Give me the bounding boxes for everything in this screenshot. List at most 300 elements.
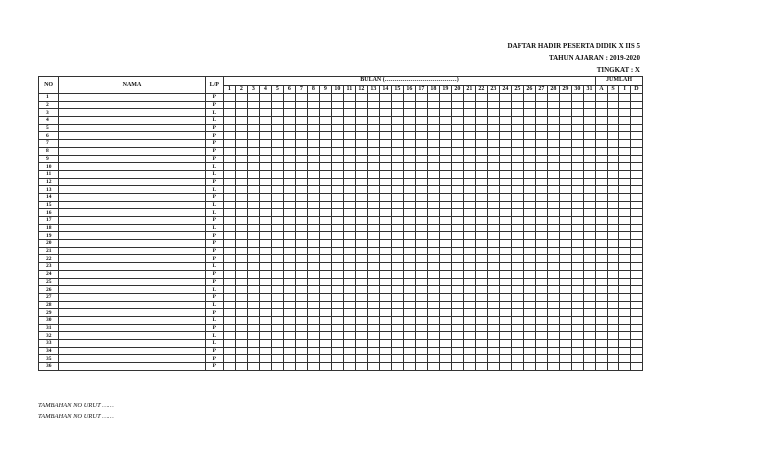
jumlah-cell[interactable] [607,201,619,209]
jumlah-cell[interactable] [596,163,608,171]
jumlah-cell[interactable] [607,209,619,217]
attendance-cell[interactable] [319,293,331,301]
attendance-cell[interactable] [283,201,295,209]
attendance-cell[interactable] [283,301,295,309]
attendance-cell[interactable] [295,163,307,171]
attendance-cell[interactable] [391,263,403,271]
attendance-cell[interactable] [403,94,415,102]
attendance-cell[interactable] [223,224,235,232]
attendance-cell[interactable] [247,301,259,309]
attendance-cell[interactable] [235,124,247,132]
attendance-cell[interactable] [463,270,475,278]
attendance-cell[interactable] [511,240,523,248]
attendance-cell[interactable] [511,270,523,278]
attendance-cell[interactable] [247,293,259,301]
attendance-cell[interactable] [451,186,463,194]
attendance-cell[interactable] [523,209,535,217]
attendance-cell[interactable] [463,316,475,324]
attendance-cell[interactable] [403,101,415,109]
attendance-cell[interactable] [427,255,439,263]
attendance-cell[interactable] [259,124,271,132]
attendance-cell[interactable] [559,324,571,332]
attendance-cell[interactable] [427,324,439,332]
attendance-cell[interactable] [271,117,283,125]
attendance-cell[interactable] [475,209,487,217]
attendance-cell[interactable] [307,124,319,132]
attendance-cell[interactable] [547,255,559,263]
attendance-cell[interactable] [463,255,475,263]
attendance-cell[interactable] [319,286,331,294]
attendance-cell[interactable] [583,101,595,109]
jumlah-cell[interactable] [619,178,631,186]
attendance-cell[interactable] [367,278,379,286]
attendance-cell[interactable] [223,193,235,201]
attendance-cell[interactable] [475,347,487,355]
attendance-cell[interactable] [571,270,583,278]
attendance-cell[interactable] [283,186,295,194]
attendance-cell[interactable] [559,186,571,194]
attendance-cell[interactable] [259,101,271,109]
attendance-cell[interactable] [451,117,463,125]
attendance-cell[interactable] [439,201,451,209]
attendance-cell[interactable] [499,247,511,255]
attendance-cell[interactable] [331,217,343,225]
attendance-cell[interactable] [367,293,379,301]
attendance-cell[interactable] [511,224,523,232]
attendance-cell[interactable] [343,255,355,263]
attendance-cell[interactable] [415,132,427,140]
attendance-cell[interactable] [331,340,343,348]
jumlah-cell[interactable] [619,224,631,232]
jumlah-cell[interactable] [596,193,608,201]
jumlah-cell[interactable] [607,293,619,301]
attendance-cell[interactable] [499,101,511,109]
attendance-cell[interactable] [295,193,307,201]
attendance-cell[interactable] [223,155,235,163]
student-name-cell[interactable] [59,124,206,132]
attendance-cell[interactable] [235,293,247,301]
attendance-cell[interactable] [499,270,511,278]
attendance-cell[interactable] [307,101,319,109]
attendance-cell[interactable] [271,147,283,155]
attendance-cell[interactable] [535,301,547,309]
attendance-cell[interactable] [523,109,535,117]
attendance-cell[interactable] [475,263,487,271]
attendance-cell[interactable] [343,278,355,286]
attendance-cell[interactable] [295,286,307,294]
attendance-cell[interactable] [319,247,331,255]
attendance-cell[interactable] [427,316,439,324]
attendance-cell[interactable] [235,94,247,102]
attendance-cell[interactable] [307,109,319,117]
attendance-cell[interactable] [439,309,451,317]
attendance-cell[interactable] [355,240,367,248]
attendance-cell[interactable] [391,117,403,125]
attendance-cell[interactable] [271,293,283,301]
attendance-cell[interactable] [283,263,295,271]
attendance-cell[interactable] [475,355,487,363]
attendance-cell[interactable] [259,170,271,178]
attendance-cell[interactable] [487,263,499,271]
attendance-cell[interactable] [523,170,535,178]
attendance-cell[interactable] [427,240,439,248]
attendance-cell[interactable] [523,263,535,271]
attendance-cell[interactable] [439,186,451,194]
jumlah-cell[interactable] [619,363,631,371]
attendance-cell[interactable] [307,217,319,225]
attendance-cell[interactable] [427,247,439,255]
attendance-cell[interactable] [295,355,307,363]
attendance-cell[interactable] [235,263,247,271]
attendance-cell[interactable] [367,193,379,201]
attendance-cell[interactable] [451,293,463,301]
attendance-cell[interactable] [259,224,271,232]
attendance-cell[interactable] [367,170,379,178]
attendance-cell[interactable] [355,201,367,209]
attendance-cell[interactable] [415,193,427,201]
attendance-cell[interactable] [271,170,283,178]
attendance-cell[interactable] [475,170,487,178]
attendance-cell[interactable] [499,347,511,355]
attendance-cell[interactable] [427,363,439,371]
attendance-cell[interactable] [583,94,595,102]
attendance-cell[interactable] [379,263,391,271]
attendance-cell[interactable] [343,209,355,217]
attendance-cell[interactable] [583,163,595,171]
attendance-cell[interactable] [295,201,307,209]
jumlah-cell[interactable] [596,132,608,140]
jumlah-cell[interactable] [607,278,619,286]
attendance-cell[interactable] [307,201,319,209]
attendance-cell[interactable] [223,240,235,248]
jumlah-cell[interactable] [619,355,631,363]
attendance-cell[interactable] [535,147,547,155]
attendance-cell[interactable] [295,132,307,140]
attendance-cell[interactable] [379,347,391,355]
attendance-cell[interactable] [247,316,259,324]
attendance-cell[interactable] [223,263,235,271]
jumlah-cell[interactable] [596,332,608,340]
attendance-cell[interactable] [487,117,499,125]
attendance-cell[interactable] [343,217,355,225]
student-name-cell[interactable] [59,117,206,125]
attendance-cell[interactable] [583,301,595,309]
attendance-cell[interactable] [319,309,331,317]
attendance-cell[interactable] [331,147,343,155]
attendance-cell[interactable] [463,293,475,301]
jumlah-cell[interactable] [607,247,619,255]
student-name-cell[interactable] [59,324,206,332]
attendance-cell[interactable] [235,117,247,125]
attendance-cell[interactable] [307,355,319,363]
jumlah-cell[interactable] [630,94,642,102]
attendance-cell[interactable] [547,124,559,132]
attendance-cell[interactable] [259,293,271,301]
attendance-cell[interactable] [235,140,247,148]
attendance-cell[interactable] [583,132,595,140]
attendance-cell[interactable] [415,224,427,232]
attendance-cell[interactable] [283,293,295,301]
attendance-cell[interactable] [415,293,427,301]
jumlah-cell[interactable] [607,163,619,171]
attendance-cell[interactable] [355,170,367,178]
jumlah-cell[interactable] [607,140,619,148]
attendance-cell[interactable] [571,155,583,163]
attendance-cell[interactable] [511,340,523,348]
jumlah-cell[interactable] [619,278,631,286]
attendance-cell[interactable] [403,193,415,201]
jumlah-cell[interactable] [596,209,608,217]
jumlah-cell[interactable] [596,170,608,178]
attendance-cell[interactable] [403,309,415,317]
attendance-cell[interactable] [535,363,547,371]
attendance-cell[interactable] [379,132,391,140]
attendance-cell[interactable] [547,132,559,140]
attendance-cell[interactable] [343,340,355,348]
attendance-cell[interactable] [235,332,247,340]
jumlah-cell[interactable] [596,263,608,271]
attendance-cell[interactable] [559,316,571,324]
attendance-cell[interactable] [499,355,511,363]
attendance-cell[interactable] [271,193,283,201]
jumlah-cell[interactable] [596,286,608,294]
attendance-cell[interactable] [475,140,487,148]
jumlah-cell[interactable] [619,109,631,117]
attendance-cell[interactable] [367,163,379,171]
attendance-cell[interactable] [391,301,403,309]
attendance-cell[interactable] [523,163,535,171]
attendance-cell[interactable] [367,286,379,294]
attendance-cell[interactable] [511,186,523,194]
attendance-cell[interactable] [571,316,583,324]
attendance-cell[interactable] [523,255,535,263]
attendance-cell[interactable] [235,232,247,240]
attendance-cell[interactable] [439,101,451,109]
attendance-cell[interactable] [247,155,259,163]
attendance-cell[interactable] [391,124,403,132]
jumlah-cell[interactable] [630,324,642,332]
attendance-cell[interactable] [391,155,403,163]
attendance-cell[interactable] [511,178,523,186]
attendance-cell[interactable] [487,124,499,132]
jumlah-cell[interactable] [630,155,642,163]
attendance-cell[interactable] [355,316,367,324]
attendance-cell[interactable] [427,140,439,148]
attendance-cell[interactable] [331,155,343,163]
attendance-cell[interactable] [415,101,427,109]
attendance-cell[interactable] [343,117,355,125]
attendance-cell[interactable] [259,240,271,248]
attendance-cell[interactable] [415,109,427,117]
attendance-cell[interactable] [355,247,367,255]
attendance-cell[interactable] [271,232,283,240]
attendance-cell[interactable] [379,286,391,294]
attendance-cell[interactable] [523,132,535,140]
jumlah-cell[interactable] [619,117,631,125]
attendance-cell[interactable] [475,124,487,132]
attendance-cell[interactable] [367,147,379,155]
jumlah-cell[interactable] [619,201,631,209]
attendance-cell[interactable] [379,186,391,194]
attendance-cell[interactable] [271,163,283,171]
attendance-cell[interactable] [415,140,427,148]
attendance-cell[interactable] [331,270,343,278]
attendance-cell[interactable] [547,263,559,271]
attendance-cell[interactable] [427,163,439,171]
attendance-cell[interactable] [283,332,295,340]
jumlah-cell[interactable] [630,255,642,263]
attendance-cell[interactable] [571,124,583,132]
attendance-cell[interactable] [499,224,511,232]
attendance-cell[interactable] [247,247,259,255]
attendance-cell[interactable] [415,201,427,209]
jumlah-cell[interactable] [607,94,619,102]
attendance-cell[interactable] [247,270,259,278]
attendance-cell[interactable] [499,240,511,248]
attendance-cell[interactable] [547,186,559,194]
attendance-cell[interactable] [283,109,295,117]
attendance-cell[interactable] [235,193,247,201]
attendance-cell[interactable] [355,309,367,317]
attendance-cell[interactable] [283,132,295,140]
attendance-cell[interactable] [343,301,355,309]
attendance-cell[interactable] [403,224,415,232]
attendance-cell[interactable] [511,109,523,117]
attendance-cell[interactable] [415,316,427,324]
jumlah-cell[interactable] [596,232,608,240]
attendance-cell[interactable] [535,309,547,317]
attendance-cell[interactable] [367,247,379,255]
attendance-cell[interactable] [439,247,451,255]
attendance-cell[interactable] [463,140,475,148]
attendance-cell[interactable] [307,340,319,348]
attendance-cell[interactable] [523,247,535,255]
attendance-cell[interactable] [355,209,367,217]
jumlah-cell[interactable] [607,301,619,309]
attendance-cell[interactable] [487,186,499,194]
attendance-cell[interactable] [451,201,463,209]
attendance-cell[interactable] [427,309,439,317]
attendance-cell[interactable] [283,347,295,355]
attendance-cell[interactable] [523,301,535,309]
jumlah-cell[interactable] [607,109,619,117]
student-name-cell[interactable] [59,293,206,301]
attendance-cell[interactable] [319,255,331,263]
attendance-cell[interactable] [559,170,571,178]
attendance-cell[interactable] [391,147,403,155]
attendance-cell[interactable] [319,263,331,271]
jumlah-cell[interactable] [607,232,619,240]
attendance-cell[interactable] [343,224,355,232]
student-name-cell[interactable] [59,178,206,186]
attendance-cell[interactable] [367,309,379,317]
jumlah-cell[interactable] [596,140,608,148]
attendance-cell[interactable] [475,109,487,117]
attendance-cell[interactable] [391,316,403,324]
attendance-cell[interactable] [487,101,499,109]
attendance-cell[interactable] [583,178,595,186]
attendance-cell[interactable] [451,109,463,117]
attendance-cell[interactable] [343,363,355,371]
attendance-cell[interactable] [343,163,355,171]
attendance-cell[interactable] [427,340,439,348]
attendance-cell[interactable] [367,178,379,186]
attendance-cell[interactable] [571,286,583,294]
attendance-cell[interactable] [235,255,247,263]
attendance-cell[interactable] [307,163,319,171]
jumlah-cell[interactable] [630,224,642,232]
attendance-cell[interactable] [247,217,259,225]
attendance-cell[interactable] [283,340,295,348]
attendance-cell[interactable] [307,232,319,240]
attendance-cell[interactable] [331,178,343,186]
attendance-cell[interactable] [415,340,427,348]
attendance-cell[interactable] [511,293,523,301]
attendance-cell[interactable] [247,186,259,194]
attendance-cell[interactable] [283,217,295,225]
attendance-cell[interactable] [379,355,391,363]
attendance-cell[interactable] [511,163,523,171]
attendance-cell[interactable] [307,240,319,248]
attendance-cell[interactable] [379,224,391,232]
attendance-cell[interactable] [223,286,235,294]
attendance-cell[interactable] [331,293,343,301]
jumlah-cell[interactable] [596,124,608,132]
attendance-cell[interactable] [367,324,379,332]
attendance-cell[interactable] [343,140,355,148]
attendance-cell[interactable] [403,209,415,217]
jumlah-cell[interactable] [607,332,619,340]
attendance-cell[interactable] [559,240,571,248]
attendance-cell[interactable] [391,217,403,225]
attendance-cell[interactable] [499,217,511,225]
attendance-cell[interactable] [535,124,547,132]
attendance-cell[interactable] [331,363,343,371]
attendance-cell[interactable] [295,263,307,271]
attendance-cell[interactable] [523,278,535,286]
attendance-cell[interactable] [439,132,451,140]
attendance-cell[interactable] [319,217,331,225]
attendance-cell[interactable] [295,293,307,301]
jumlah-cell[interactable] [607,355,619,363]
jumlah-cell[interactable] [596,155,608,163]
attendance-cell[interactable] [523,270,535,278]
jumlah-cell[interactable] [596,101,608,109]
attendance-cell[interactable] [571,255,583,263]
attendance-cell[interactable] [547,232,559,240]
jumlah-cell[interactable] [607,147,619,155]
attendance-cell[interactable] [439,178,451,186]
attendance-cell[interactable] [259,363,271,371]
attendance-cell[interactable] [379,363,391,371]
attendance-cell[interactable] [307,332,319,340]
jumlah-cell[interactable] [630,101,642,109]
jumlah-cell[interactable] [596,347,608,355]
attendance-cell[interactable] [271,94,283,102]
attendance-cell[interactable] [499,301,511,309]
attendance-cell[interactable] [427,355,439,363]
attendance-cell[interactable] [427,301,439,309]
attendance-cell[interactable] [535,140,547,148]
attendance-cell[interactable] [367,94,379,102]
attendance-cell[interactable] [415,163,427,171]
attendance-cell[interactable] [235,363,247,371]
attendance-cell[interactable] [283,147,295,155]
attendance-cell[interactable] [319,278,331,286]
attendance-cell[interactable] [583,347,595,355]
attendance-cell[interactable] [391,309,403,317]
attendance-cell[interactable] [463,278,475,286]
